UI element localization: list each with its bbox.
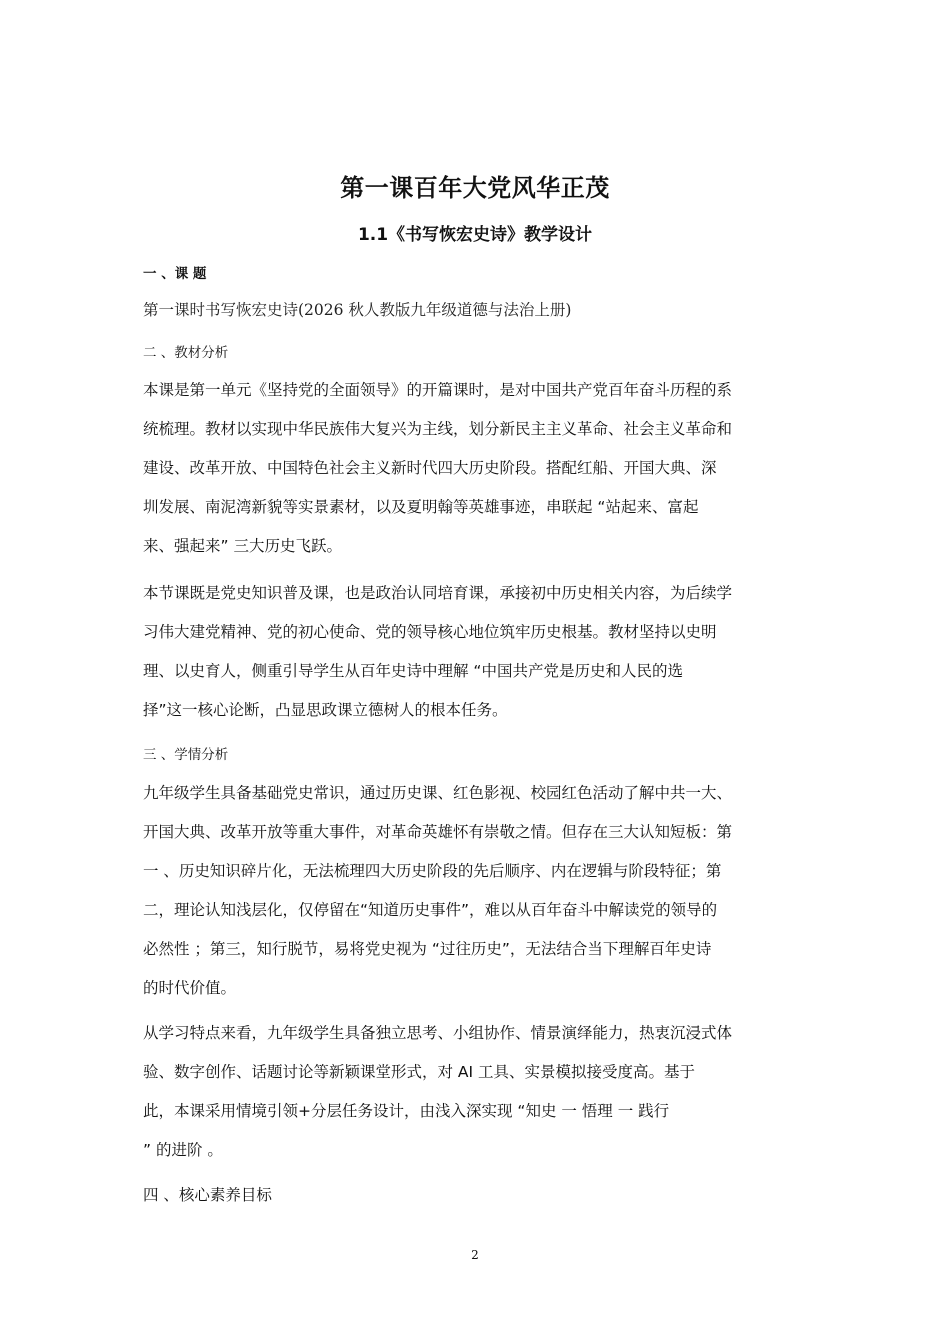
text-line: 来、强起来” 三大历史飞跃。 bbox=[143, 537, 342, 555]
text-line: 一 、历史知识碎片化，无法梳理四大历史阶段的先后顺序、内在逻辑与阶段特征；第 bbox=[143, 862, 722, 880]
page-title: 第一课百年大党风华正茂 bbox=[340, 174, 610, 202]
text-line: 开国大典、改革开放等重大事件，对革命英雄怀有崇敬之情。但存在三大认知短板：第 bbox=[143, 823, 733, 841]
section-heading-student-analysis: 三 、学情分析 bbox=[143, 747, 229, 763]
student-analysis-paragraph-1 bbox=[143, 774, 811, 1008]
text-line: 必然性 ；第三，知行脱节，易将党史视为 “过往历史”，无法结合当下理解百年史诗 bbox=[143, 940, 712, 958]
text-line: 本节课既是党史知识普及课，也是政治认同培育课，承接初中历史相关内容，为后续学 bbox=[143, 584, 733, 602]
section-heading-textbook-analysis: 二 、教材分析 bbox=[143, 345, 229, 361]
text-line: 统梳理。教材以实现中华民族伟大复兴为主线，划分新民主主义革命、社会主义革命和 bbox=[143, 420, 733, 438]
text-line: ” 的进阶 。 bbox=[143, 1141, 223, 1159]
text-line: 二，理论认知浅层化，仅停留在“知道历史事件”，难以从百年奋斗中解读党的领导的 bbox=[143, 901, 718, 919]
textbook-analysis-paragraph-2 bbox=[143, 574, 811, 730]
page-number: 2 bbox=[471, 1248, 479, 1262]
text-line: 理、以史育人，侧重引导学生从百年史诗中理解 “中国共产党是历史和人民的选 bbox=[143, 662, 683, 680]
student-analysis-paragraph-2 bbox=[143, 1014, 811, 1170]
text-line: 此，本课采用情境引领+分层任务设计，由浅入深实现 “知史 一 悟理 一 践行 bbox=[143, 1102, 670, 1120]
page-subtitle: 1.1《书写恢宏史诗》教学设计 bbox=[357, 225, 593, 245]
section-heading-topic: 一 、课 题 bbox=[143, 266, 207, 282]
text-line: 从学习特点来看，九年级学生具备独立思考、小组协作、情景演绎能力，热衷沉浸式体 bbox=[143, 1024, 733, 1042]
text-line: 建设、改革开放、中国特色社会主义新时代四大历史阶段。搭配红船、开国大典、深 bbox=[143, 459, 717, 477]
section-heading-core-literacy-goals: 四 、核心素养目标 bbox=[143, 1186, 272, 1204]
text-line: 验、数字创作、话题讨论等新颖课堂形式，对 AI 工具、实景模拟接受度高。基于 bbox=[143, 1063, 696, 1081]
text-line: 习伟大建党精神、党的初心使命、党的领导核心地位筑牢历史根基。教材坚持以史明 bbox=[143, 623, 717, 641]
text-line: 九年级学生具备基础党史常识，通过历史课、红色影视、校园红色活动了解中共一大、 bbox=[143, 784, 733, 802]
text-line: 本课是第一单元《坚持党的全面领导》的开篇课时，是对中国共产党百年奋斗历程的系 bbox=[143, 381, 733, 399]
text-line: 圳发展、南泥湾新貌等实景素材，以及夏明翰等英雄事迹，串联起 “站起来、富起 bbox=[143, 498, 699, 516]
text-line: 择”这一核心论断，凸显思政课立德树人的根本任务。 bbox=[143, 701, 508, 719]
text-line: 的时代价值。 bbox=[143, 979, 237, 997]
topic-text: 第一课时书写恢宏史诗(2026 秋人教版九年级道德与法治上册) bbox=[143, 301, 572, 319]
textbook-analysis-paragraph-1 bbox=[143, 371, 811, 566]
